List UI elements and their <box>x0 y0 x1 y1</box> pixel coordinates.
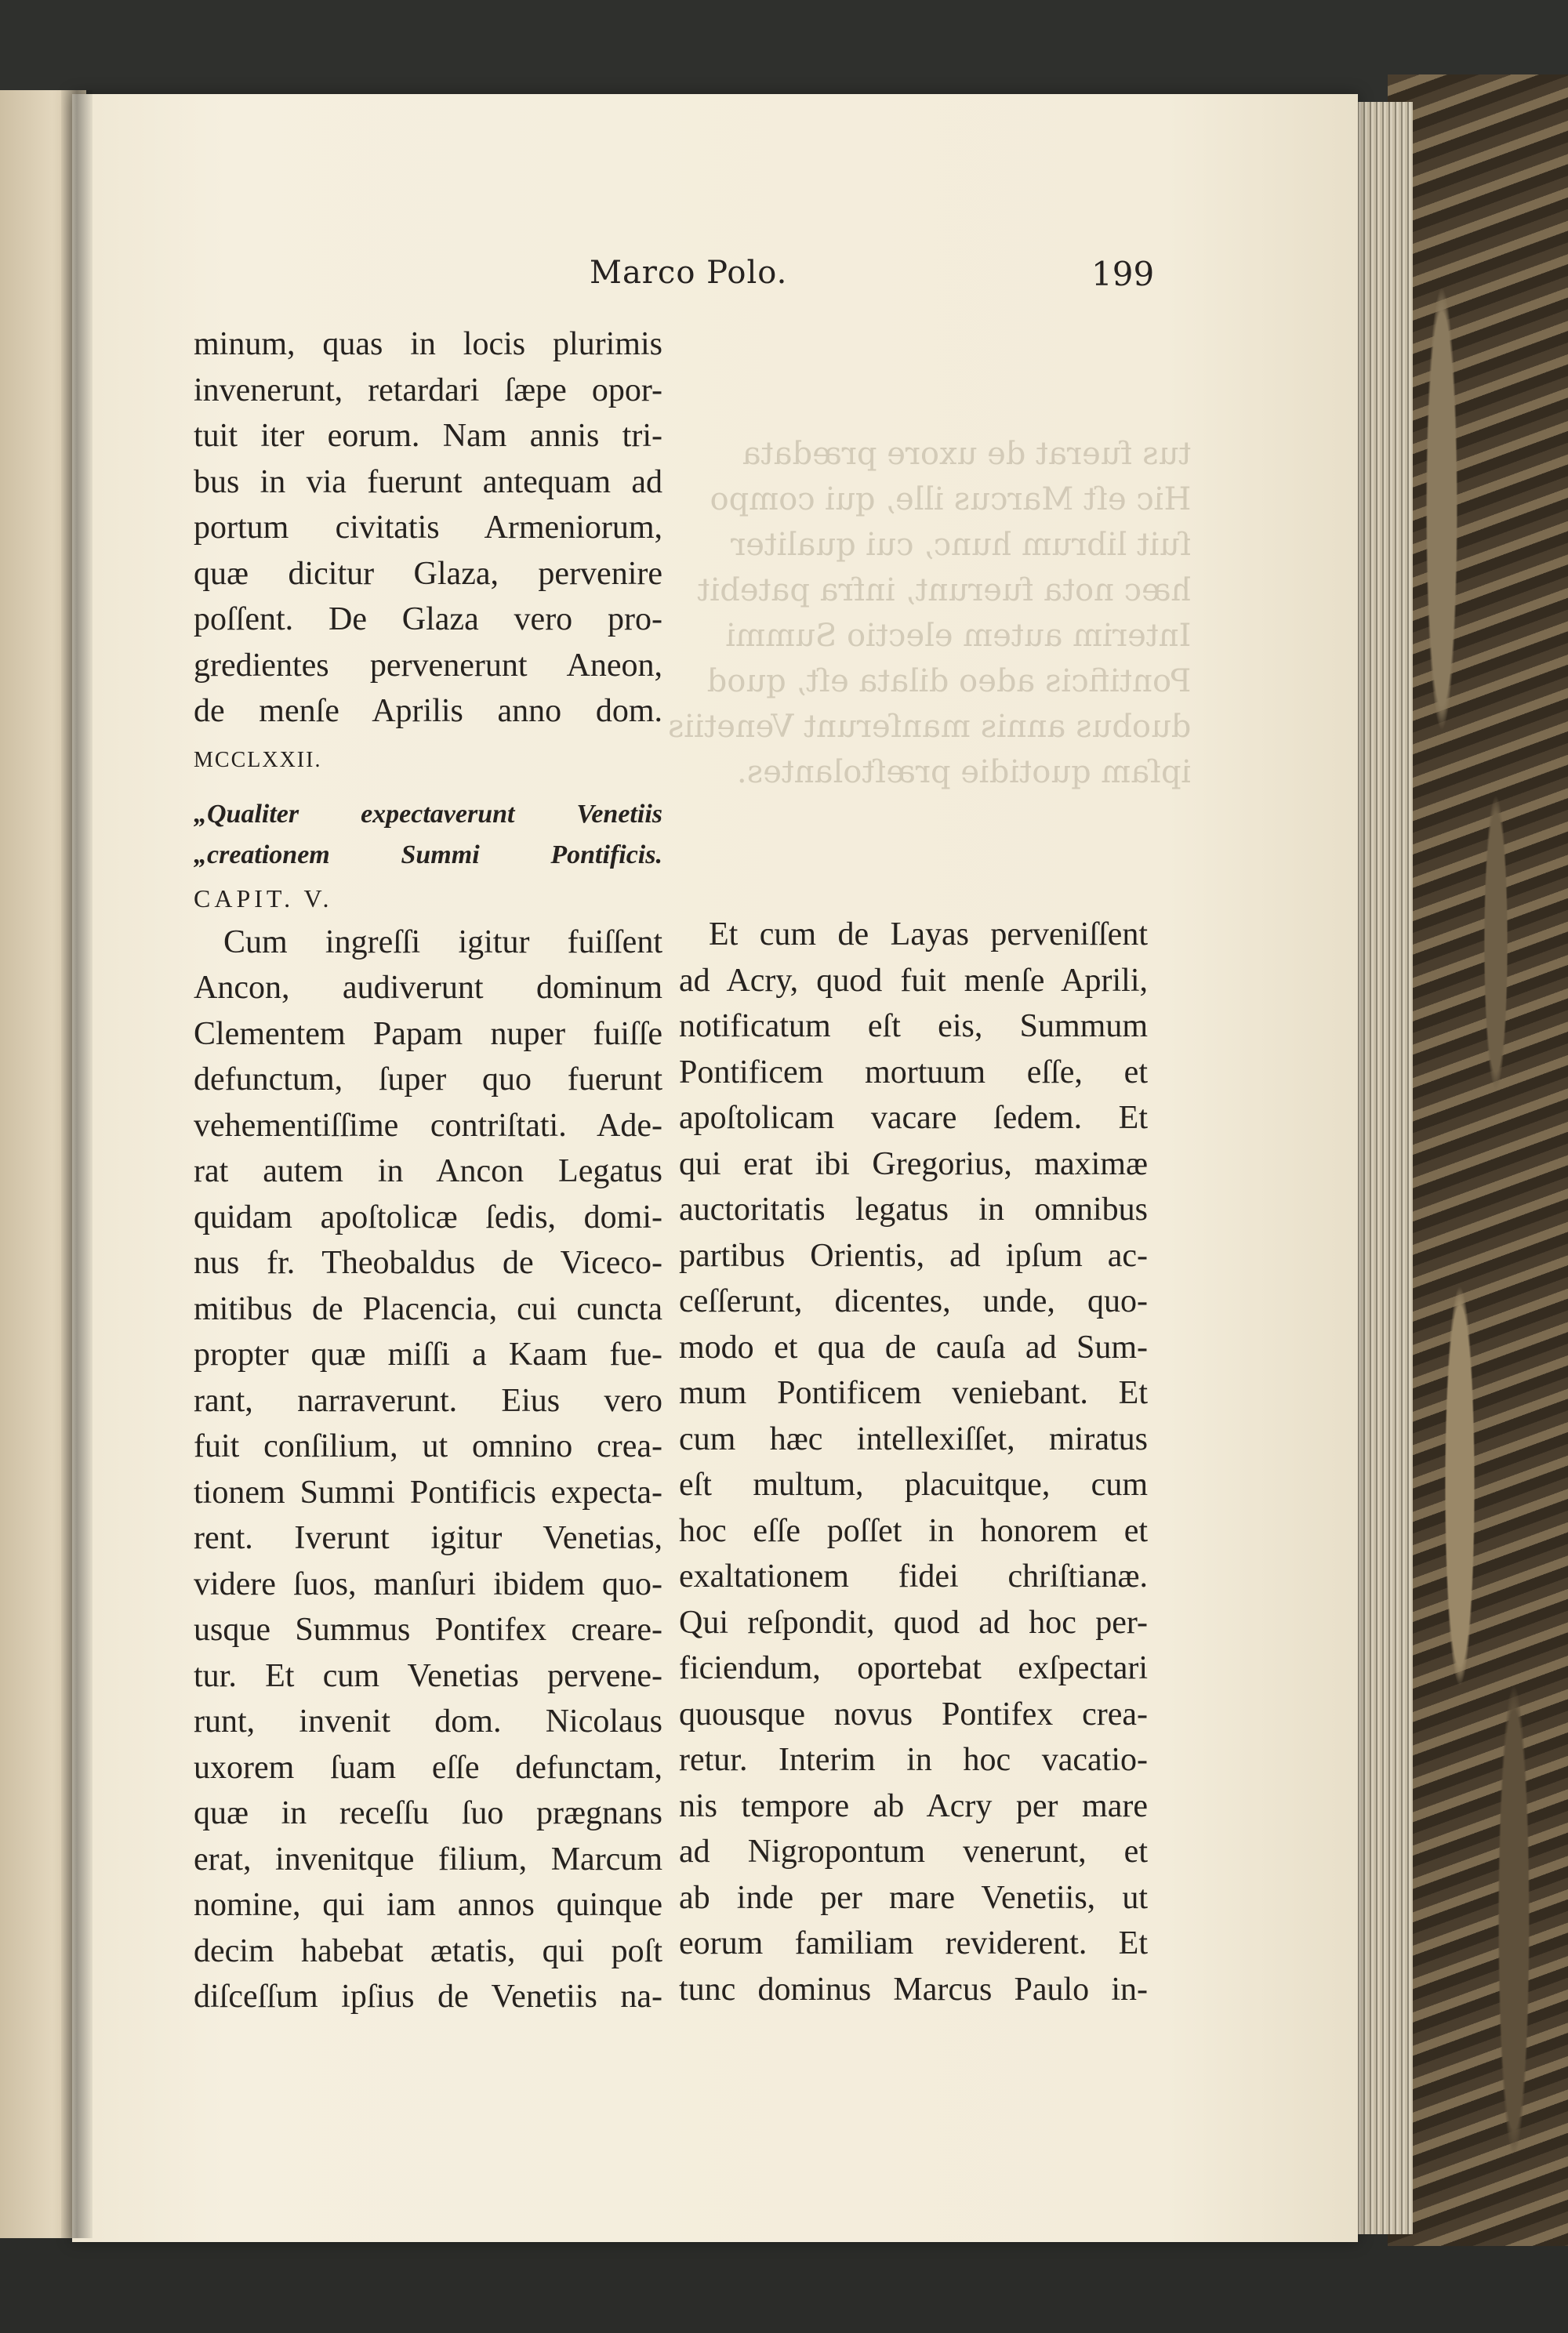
text-line: Clementem Papam nuper fuiſſe <box>194 1015 662 1052</box>
text-line: nis tempore ab Acry per mare <box>679 1787 1148 1824</box>
text-line: invenerunt, retardari ſæpe opor- <box>194 372 662 408</box>
text-line: tunc dominus Marcus Paulo in- <box>679 1971 1148 2008</box>
text-line: propter quæ miſſi a Kaam fue- <box>194 1337 662 1373</box>
text-line: nus fr. Theobaldus de Viceco- <box>194 1245 662 1281</box>
text-line: Et cum de Layas perveniſſent <box>709 916 1148 952</box>
text-line: videre ſuos, manſuri ibidem quo- <box>194 1566 662 1602</box>
text-line: ad Nigropontum venerunt, et <box>679 1834 1148 1870</box>
text-line: de menſe Aprilis anno dom. <box>194 693 662 729</box>
chapter-heading: „creationem Summi Pontificis. <box>194 840 662 869</box>
text-line: modo et qua de cauſa ad Sum- <box>679 1329 1148 1366</box>
text-line: usque Summus Pontifex creare- <box>194 1612 662 1648</box>
text-line: tur. Et cum Venetias pervene- <box>194 1657 662 1694</box>
text-line: decim habebat ætatis, qui poſt <box>194 1932 662 1969</box>
text-line: hoc eſſe poſſet in honorem et <box>679 1512 1148 1549</box>
text-line: runt, invenit dom. Nicolaus <box>194 1703 662 1740</box>
text-line: quousque novus Pontifex crea- <box>679 1696 1148 1733</box>
text-line: Pontificem mortuum eſſe, et <box>679 1054 1148 1090</box>
chapter-label: CAPIT. V. <box>194 883 333 913</box>
text-line: quæ dicitur Glaza, pervenire <box>194 555 662 592</box>
text-line: Qui reſpondit, quod ad hoc per- <box>679 1604 1148 1641</box>
text-line: rant, narraverunt. Eius vero <box>194 1382 662 1419</box>
text-line: tuit iter eorum. Nam annis tri- <box>194 418 662 454</box>
text-line: defunctum, ſuper quo fuerunt <box>194 1061 662 1098</box>
page-number: 199 <box>1091 255 1155 293</box>
text-line: quidam apoſtolicæ ſedis, domi- <box>194 1199 662 1235</box>
text-line: tionem Summi Pontificis expecta- <box>194 1474 662 1511</box>
text-line: ceſſerunt, dicentes, unde, quo- <box>679 1283 1148 1319</box>
text-line: apoſtolicam vacare ſedem. Et <box>679 1100 1148 1136</box>
background-bottom <box>0 2234 1568 2333</box>
text-line: nomine, qui iam annos quinque <box>194 1887 662 1923</box>
text-line: auctoritatis legatus in omnibus <box>679 1192 1148 1228</box>
background-top <box>0 0 1568 110</box>
spacer <box>194 782 662 794</box>
text-line: ad Acry, quod fuit menſe Aprili, <box>679 962 1148 999</box>
chapter-heading: „Qualiter expectaverunt Venetiis <box>194 799 662 829</box>
text-line: mitibus de Placencia, cui cuncta <box>194 1290 662 1327</box>
text-line: minum, quas in locis plurimis <box>194 326 662 362</box>
page-gutter <box>61 90 93 2238</box>
running-head: Marco Polo. <box>590 255 788 291</box>
text-line: eorum familiam reviderent. Et <box>679 1925 1148 1961</box>
text-line: diſceſſum ipſius de Venetiis na- <box>194 1979 662 2015</box>
text-line: rat autem in Ancon Legatus <box>194 1153 662 1189</box>
text-line: uxorem ſuam eſſe defunctam, <box>194 1749 662 1786</box>
text-line: gredientes pervenerunt Aneon, <box>194 647 662 684</box>
text-line: exaltationem fidei chriſtianæ. <box>679 1558 1148 1595</box>
text-line: retur. Interim in hoc vacatio- <box>679 1742 1148 1778</box>
text-line: quæ in receſſu ſuo prægnans <box>194 1795 662 1831</box>
left-column <box>194 321 662 2020</box>
text-line: Ancon, audiverunt dominum <box>194 970 662 1006</box>
text-line: cum hæc intellexiſſet, miratus <box>679 1420 1148 1457</box>
text-line: erat, invenitque filium, Marcum <box>194 1841 662 1878</box>
text-line: bus in via fuerunt antequam ad <box>194 463 662 500</box>
text-line: portum civitatis Armeniorum, <box>194 510 662 546</box>
text-line: Cum ingreſſi igitur fuiſſent <box>223 923 662 960</box>
text-line: ficiendum, oportebat exſpectari <box>679 1650 1148 1686</box>
text-line: vehementiſſime contriſtati. Ade- <box>194 1107 662 1144</box>
text-line: mum Pontificem veniebant. Et <box>679 1375 1148 1411</box>
text-line: rent. Iverunt igitur Venetias, <box>194 1520 662 1556</box>
marbled-cover <box>1388 74 1568 2246</box>
year-line: MCCLXXII. <box>194 747 322 772</box>
bleed-through-text: tus fuerat de uxore prædata Hic eſt Marcus ille, qui compo ſuit librum hunc, cui qualiter hæc nota fuerunt, infra patebit Interim autem electio Summi Pontificis adeo dilata eſt, quod duobus annis manſerunt Venetiis ipſam quotidie præſtolantes. <box>668 436 1192 790</box>
text-line: partibus Orientis, ad ipſum ac- <box>679 1237 1148 1274</box>
text-line: poſſent. De Glaza vero pro- <box>194 601 662 637</box>
text-line: ab inde per mare Venetiis, ut <box>679 1879 1148 1916</box>
text-line: notificatum eſt eis, Summum <box>679 1008 1148 1044</box>
text-line: fuit conſilium, ut omnino crea- <box>194 1428 662 1464</box>
right-column <box>679 912 1148 2012</box>
text-line: eſt multum, placuitque, cum <box>679 1467 1148 1503</box>
text-line: qui erat ibi Gregorius, maximæ <box>679 1145 1148 1182</box>
